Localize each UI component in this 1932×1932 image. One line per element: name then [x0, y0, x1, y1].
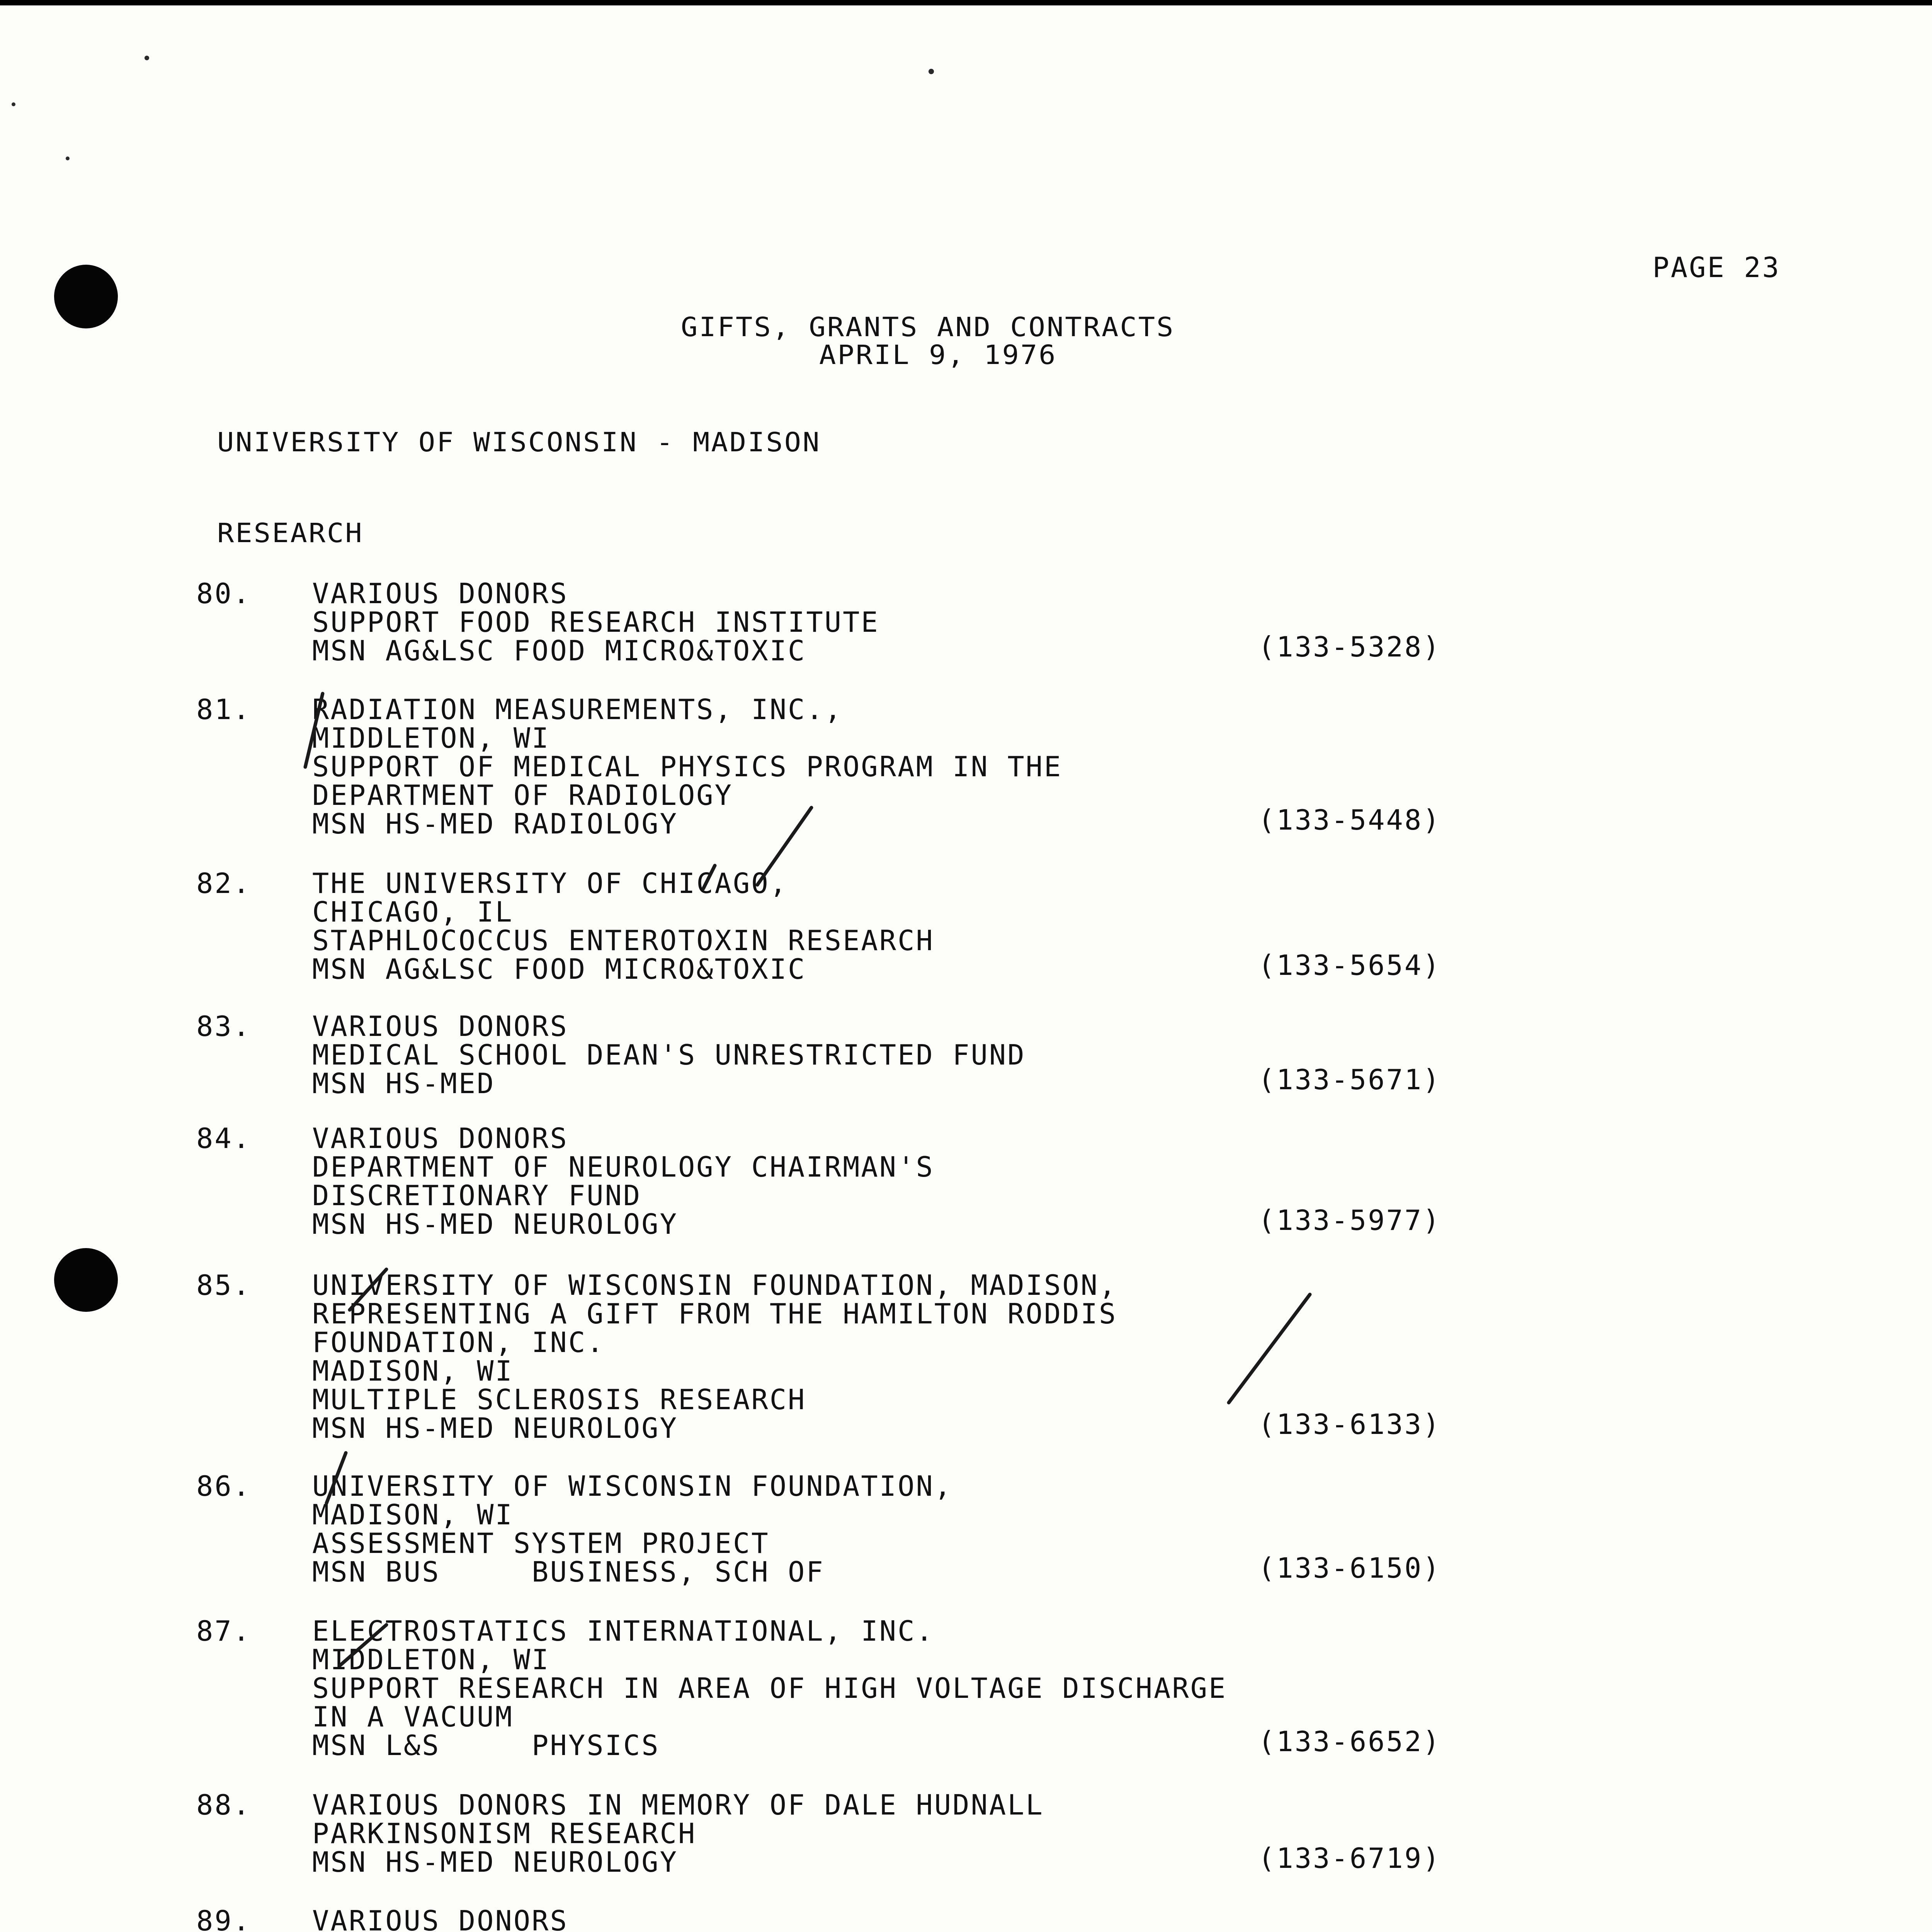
entry-line: PARKINSONISM RESEARCH [312, 1817, 697, 1850]
speck-4 [12, 102, 15, 106]
entry-line: SUPPORT OF MEDICAL PHYSICS PROGRAM IN THE [312, 750, 1063, 783]
entry-line: MSN HS-MED NEUROLOGY [312, 1412, 678, 1444]
speck-3 [66, 156, 70, 160]
account-number: (133-5328) [1258, 631, 1441, 663]
page-number: PAGE 23 [1652, 251, 1781, 284]
account-number: (133-6133) [1258, 1408, 1441, 1440]
entry-line: MSN HS-MED NEUROLOGY [312, 1846, 678, 1878]
entry-line: MIDDLETON, WI [312, 1643, 550, 1676]
entry-number: 83. [196, 1010, 252, 1043]
entry-number: 80. [196, 577, 252, 610]
entry-line: FOUNDATION, INC. [312, 1326, 605, 1359]
speck-2 [929, 69, 934, 74]
entry-line: MADISON, WI [312, 1355, 514, 1387]
entry-line: THE UNIVERSITY OF CHICAGO, [312, 867, 788, 900]
entry-line: ASSESSMENT SYSTEM PROJECT [312, 1527, 770, 1560]
entry-line: RADIATION MEASUREMENTS, INC., [312, 693, 843, 726]
account-number: (133-6150) [1258, 1552, 1441, 1584]
account-number: (133-5671) [1258, 1063, 1441, 1096]
entry-line: MSN AG&LSC FOOD MICRO&TOXIC [312, 634, 806, 667]
entry-number: 85. [196, 1269, 252, 1301]
account-number: (133-6652) [1258, 1725, 1441, 1758]
entry-number: 89. [196, 1905, 252, 1932]
entry-line: SUPPORT FOOD RESEARCH INSTITUTE [312, 606, 879, 638]
entry-line: DISCRETIONARY FUND [312, 1179, 642, 1212]
account-number: (133-5448) [1258, 804, 1441, 836]
entry-line: SUPPORT RESEARCH IN AREA OF HIGH VOLTAGE DISCHARGE [312, 1672, 1227, 1704]
entry-line: MSN BUS BUSINESS, SCH OF [312, 1556, 825, 1588]
check-mark-87 [340, 1625, 386, 1665]
entry-number: 87. [196, 1615, 252, 1647]
entry-line: DEPARTMENT OF RADIOLOGY [312, 779, 733, 811]
check-mark-85b [1229, 1294, 1310, 1403]
speck-1 [145, 56, 149, 60]
entry-line: UNIVERSITY OF WISCONSIN FOUNDATION, MADISON, [312, 1269, 1117, 1301]
entry-line: STAPHLOCOCCUS ENTEROTOXIN RESEARCH [312, 924, 934, 957]
account-number: (133-5977) [1258, 1204, 1441, 1236]
entry-line: MSN HS-MED RADIOLOGY [312, 808, 678, 840]
check-mark-82b [703, 866, 715, 889]
entry-line: DEPARTMENT OF NEUROLOGY CHAIRMAN'S [312, 1151, 934, 1183]
check-mark-86 [327, 1453, 346, 1503]
entry-line: MSN HS-MED NEUROLOGY [312, 1208, 678, 1240]
account-number: (133-6719) [1258, 1842, 1441, 1874]
entry-number: 81. [196, 693, 252, 726]
institution-heading: UNIVERSITY OF WISCONSIN - MADISON [217, 427, 821, 458]
entry-line: REPRESENTING A GIFT FROM THE HAMILTON RODDIS [312, 1298, 1117, 1330]
entry-line: VARIOUS DONORS [312, 1010, 568, 1043]
entry-number: 88. [196, 1789, 252, 1821]
entry-line: MSN HS-MED [312, 1067, 495, 1100]
section-heading: RESEARCH [217, 517, 364, 549]
entry-line: VARIOUS DONORS IN MEMORY OF DALE HUDNALL [312, 1789, 1044, 1821]
entry-line: ELECTROSTATICS INTERNATIONAL, INC. [312, 1615, 934, 1647]
entry-line: VARIOUS DONORS [312, 577, 568, 610]
entry-line: MADISON, WI [312, 1498, 514, 1531]
entry-line: MEDICAL SCHOOL DEAN'S UNRESTRICTED FUND [312, 1039, 1026, 1071]
check-mark-81 [305, 694, 323, 767]
document-date: APRIL 9, 1976 [819, 339, 1057, 371]
check-mark-82 [757, 808, 811, 885]
entry-line: UNIVERSITY OF WISCONSIN FOUNDATION, [312, 1470, 953, 1502]
account-number: (133-5654) [1258, 949, 1441, 981]
entry-number: 84. [196, 1122, 252, 1155]
entry-line: VARIOUS DONORS [312, 1905, 568, 1932]
document-title: GIFTS, GRANTS AND CONTRACTS [681, 311, 1175, 343]
check-mark-85a [350, 1269, 386, 1310]
entry-number: 86. [196, 1470, 252, 1502]
entry-line: MSN AG&LSC FOOD MICRO&TOXIC [312, 953, 806, 985]
entry-number: 82. [196, 867, 252, 900]
entry-line: IN A VACUUM [312, 1701, 514, 1733]
entry-line: VARIOUS DONORS [312, 1122, 568, 1155]
entry-line: CHICAGO, IL [312, 896, 514, 928]
entry-line: MULTIPLE SCLEROSIS RESEARCH [312, 1383, 806, 1416]
entry-line: MIDDLETON, WI [312, 722, 550, 754]
entry-line: MSN L&S PHYSICS [312, 1729, 660, 1762]
